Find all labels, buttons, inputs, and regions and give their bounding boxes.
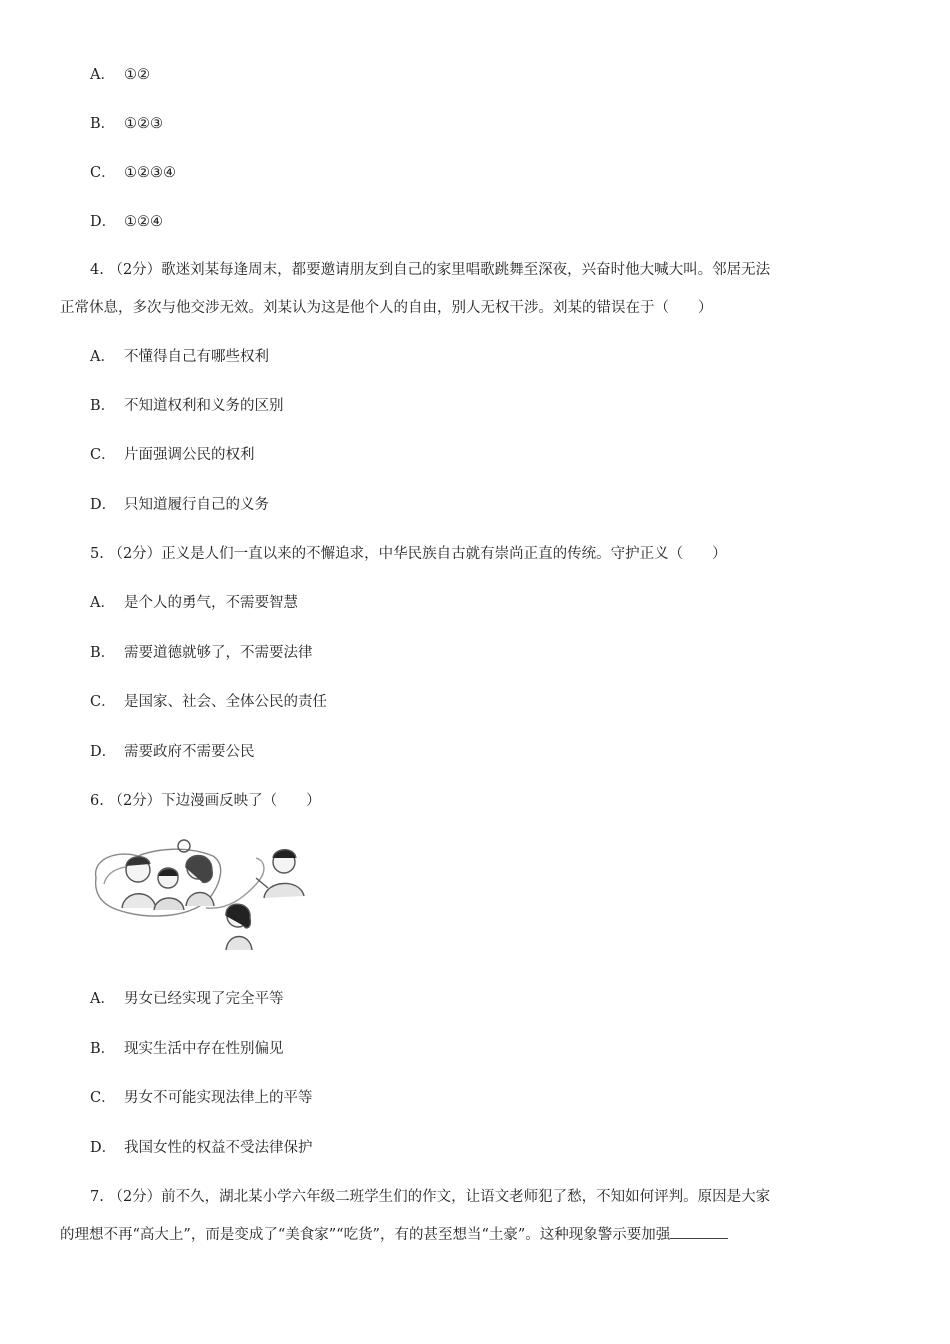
- q7-stem-line2: 的理想不再“高大上”，而是变成了“美食家”“吃货”，有的甚至想当“土豪”。这种现象警示要加强: [60, 1224, 728, 1246]
- q4-option-d: D． 只知道履行自己的义务: [90, 497, 269, 513]
- q4-stem-line2: 正常休息，多次与他交涉无效。刘某认为这是他个人的自由，别人无权干涉。刘某的错误在于（ ）: [60, 300, 713, 316]
- q5-option-b: B． 需要道德就够了，不需要法律: [90, 645, 313, 661]
- answer-blank: [670, 1224, 728, 1239]
- q6-option-b: B． 现实生活中存在性别偏见: [90, 1041, 284, 1057]
- q3-option-b: B． ①②③: [90, 116, 163, 132]
- q5-option-d: D． 需要政府不需要公民: [90, 744, 255, 760]
- q3-option-d: D． ①②④: [90, 214, 163, 230]
- q5-stem: 5. （2分）正义是人们一直以来的不懈追求，中华民族自古就有崇尚正直的传统。守护正义（ ）: [90, 546, 727, 562]
- q3-option-c: C． ①②③④: [90, 165, 176, 181]
- q4-option-b: B． 不知道权利和义务的区别: [90, 398, 284, 414]
- q7-stem-line1: 7. （2分）前不久，湖北某小学六年级二班学生们的作文，让语文老师犯了愁，不知如何评判。原因是大家: [90, 1189, 771, 1205]
- q5-option-a: A． 是个人的勇气，不需要智慧: [90, 595, 298, 611]
- q6-option-c: C． 男女不可能实现法律上的平等: [90, 1090, 313, 1106]
- q3-option-a: A． ①②: [90, 67, 150, 83]
- q6-option-d: D． 我国女性的权益不受法律保护: [90, 1140, 313, 1156]
- q6-stem: 6. （2分）下边漫画反映了（ ）: [90, 793, 321, 809]
- q4-stem-line1: 4. （2分）歌迷刘某每逢周末，都要邀请朋友到自己的家里唱歌跳舞至深夜，兴奋时他大喊大叫。邻居无法: [90, 262, 771, 278]
- q6-option-a: A． 男女已经实现了完全平等: [90, 991, 284, 1007]
- q4-option-c: C． 片面强调公民的权利: [90, 447, 255, 463]
- q5-option-c: C． 是国家、社会、全体公民的责任: [90, 694, 327, 710]
- cartoon-image: [88, 838, 316, 954]
- q4-option-a: A． 不懂得自己有哪些权利: [90, 349, 269, 365]
